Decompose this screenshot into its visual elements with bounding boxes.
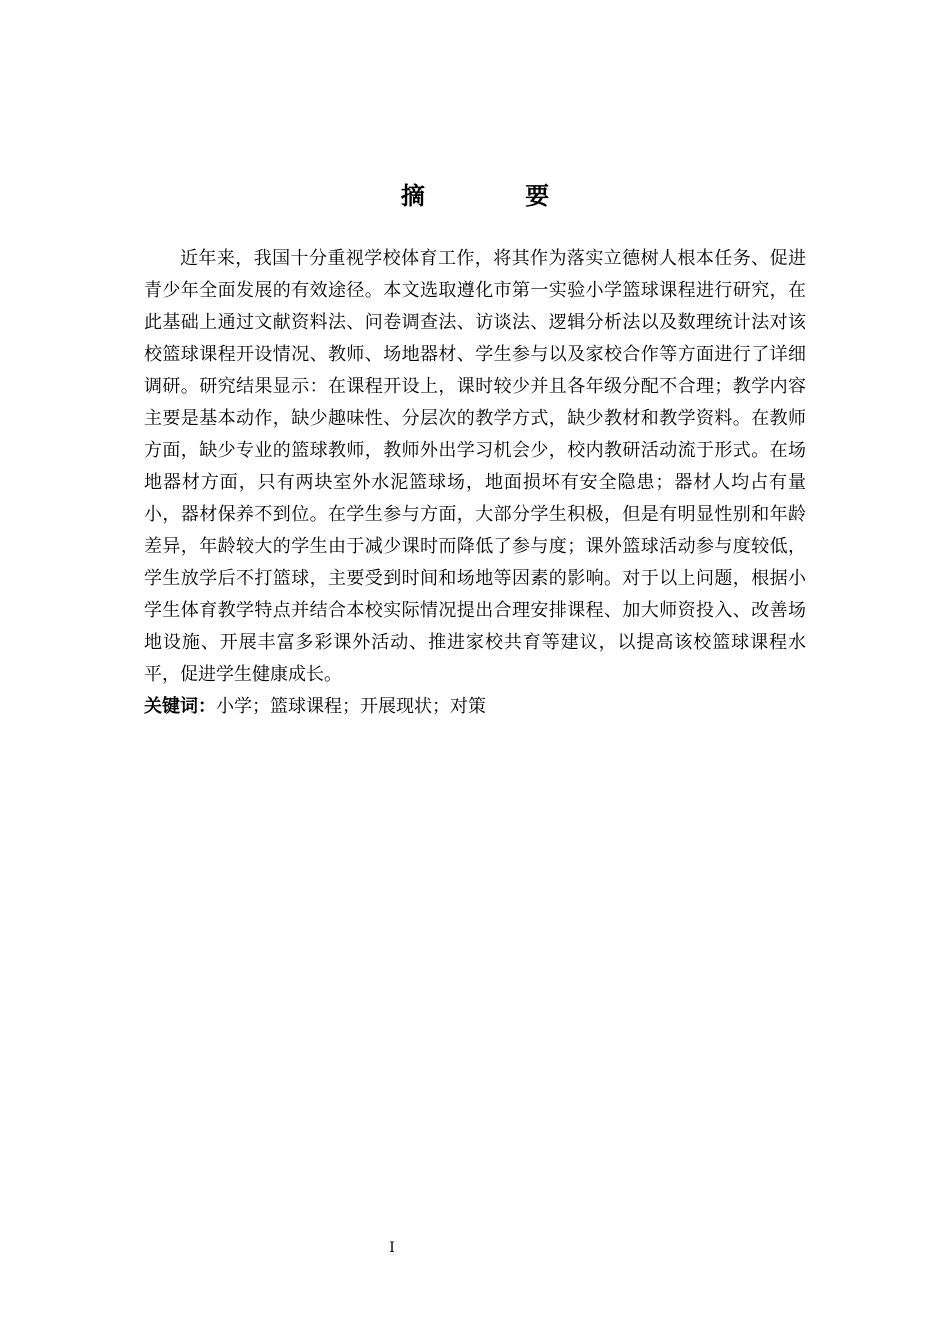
abstract-body: 近年来，我国十分重视学校体育工作，将其作为落实立德树人根本任务、促进青少年全面发展的有效途径。本文选取遵化市第一实验小学篮球课程进行研究，在此基础上通过文献资料法、问卷调查法、访谈法、逻辑分析法以及数理统计法对该校篮球课程开设情况、教师、场地器材、学生参与以及家校合作等方面进行了详细调研。研究结果显示：在课程开设上，课时较少并且各年级分配不合理；教学内容主要是基本动作，缺少趣味性、分层次的教学方式，缺少教材和教学资料。在教师方面，缺少专业的篮球教师，教师外出学习机会少，校内教研活动流于形式。在场地器材方面，只有两块室外水泥篮球场，地面损坏有安全隐患；器材人均占有量小，器材保养不到位。在学生参与方面，大部分学生积极，但是有明显性别和年龄差异，年龄较大的学生由于减少课时而降低了参与度；课外篮球活动参与度较低，学生放学后不打篮球，主要受到时间和场地等因素的影响。对于以上问题，根据小学生体育教学特点并结合本校实际情况提出合理安排课程、加大师资投入、改善场地设施、开展丰富多彩课外活动、推进家校共育等建议，以提高该校篮球课程水平，促进学生健康成长。	[144, 248, 806, 685]
keywords-line	[144, 691, 806, 723]
keywords-label: 关键词：	[144, 696, 216, 717]
page-number: I	[389, 1240, 395, 1256]
keywords-text: 小学；篮球课程；开展现状；对策	[216, 696, 486, 717]
abstract-title: 摘 要	[400, 182, 596, 210]
